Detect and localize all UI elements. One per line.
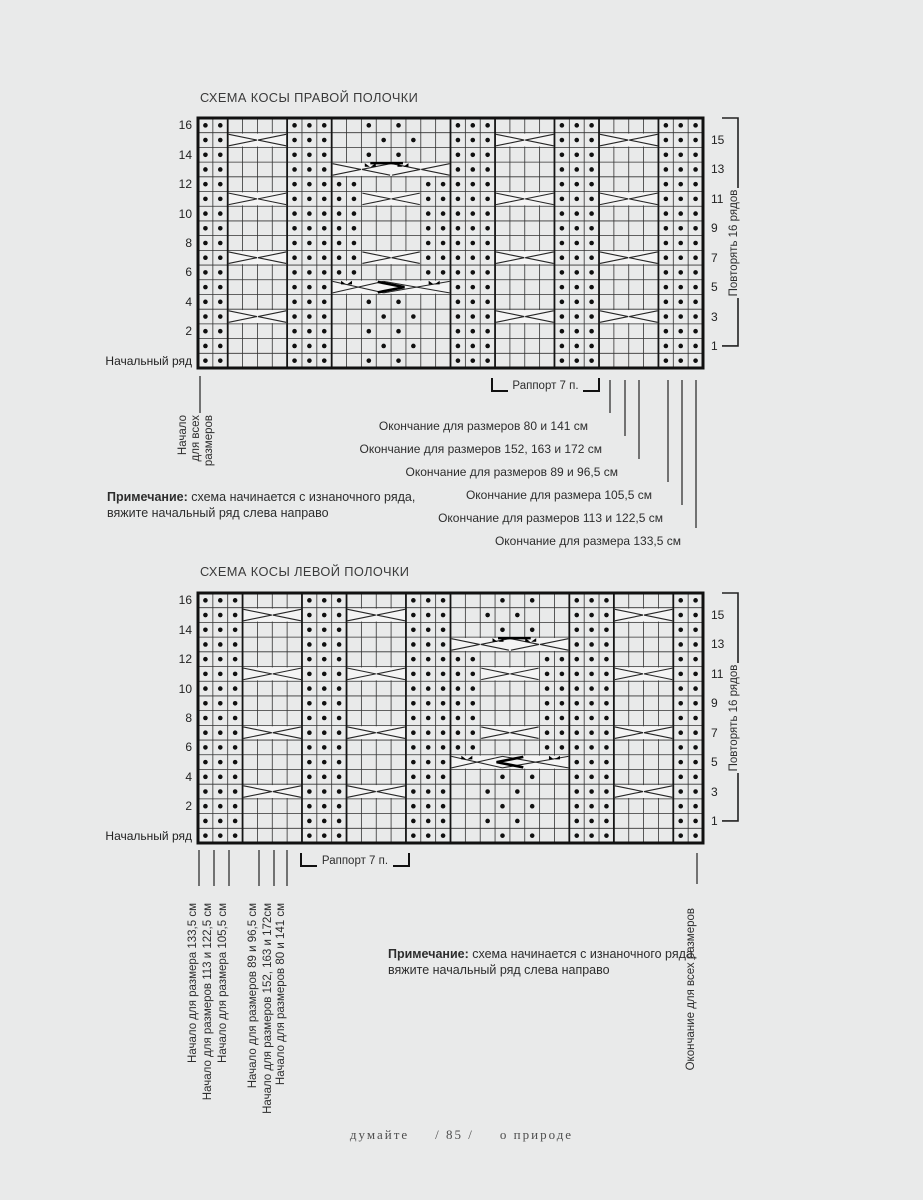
row-number-right: 3 xyxy=(711,784,718,799)
size-start-label: Начало для размеров 80 и 141 см xyxy=(275,903,287,1086)
row-number-right: 11 xyxy=(711,191,724,206)
row-number-right: 1 xyxy=(711,813,718,828)
note-label: Примечание: xyxy=(388,947,469,961)
row-number-left: 6 xyxy=(185,265,192,280)
row-number-right: 15 xyxy=(711,608,725,623)
page-footer xyxy=(0,1127,923,1143)
size-start-label: Начало для размера 105,5 см xyxy=(217,903,229,1063)
row-number-right: 13 xyxy=(711,637,725,652)
row-number-right: 7 xyxy=(711,250,718,265)
row-number-left: 4 xyxy=(185,769,192,784)
footer-right-text: о природе xyxy=(499,1127,574,1142)
row-number-left: 12 xyxy=(178,177,192,192)
start-all-sizes-line: размеров xyxy=(203,415,215,467)
repeat-rows-label: Повторять 16 рядов xyxy=(728,189,740,297)
chart-title-right-front: СХЕМА КОСЫ ПРАВОЙ ПОЛОЧКИ xyxy=(200,90,419,105)
initial-row-label: Начальный ряд xyxy=(105,353,192,368)
row-number-right: 5 xyxy=(711,755,718,770)
end-all-sizes-label: Окончание для всех размеров xyxy=(685,908,697,1071)
row-number-left: 16 xyxy=(178,118,192,133)
row-number-right: 11 xyxy=(711,666,724,681)
size-start-label: Начало для размера 133,5 см xyxy=(187,903,199,1063)
size-ending-label: Окончание для размеров 152, 163 и 172 см xyxy=(359,442,602,456)
start-all-sizes-label xyxy=(177,415,216,485)
row-number-right: 15 xyxy=(711,133,725,148)
row-number-right: 7 xyxy=(711,725,718,740)
size-ending-label: Окончание для размеров 89 и 96,5 см xyxy=(405,465,618,479)
note-left-front xyxy=(388,946,698,978)
size-start-label: Начало для размеров 152, 163 и 172см xyxy=(262,903,274,1114)
row-number-right: 3 xyxy=(711,309,718,324)
row-number-left: 8 xyxy=(185,711,192,725)
footer-left-text: думайте xyxy=(349,1127,410,1142)
note-label: Примечание: xyxy=(107,490,188,504)
row-number-left: 6 xyxy=(185,740,192,755)
start-all-sizes-line: для всех xyxy=(190,415,202,462)
row-number-left: 12 xyxy=(178,652,192,667)
size-ending-label: Окончание для размера 133,5 см xyxy=(494,534,681,548)
size-start-label: Начало для размеров 113 и 122,5 см xyxy=(202,903,214,1101)
repeat-rows-label: Повторять 16 рядов xyxy=(728,664,740,772)
row-number-left: 14 xyxy=(178,622,192,637)
chart-title-left-front: СХЕМА КОСЫ ЛЕВОЙ ПОЛОЧКИ xyxy=(200,564,410,579)
rapport-label: Раппорт 7 п. xyxy=(321,855,389,867)
size-start-label: Начало для размеров 89 и 96,5 см xyxy=(247,903,259,1089)
row-number-left: 2 xyxy=(185,799,192,814)
row-number-left: 2 xyxy=(185,324,192,339)
size-ending-label: Окончание для размеров 113 и 122,5 см xyxy=(438,511,663,525)
row-number-left: 8 xyxy=(185,236,192,250)
row-number-left: 16 xyxy=(178,593,192,608)
row-number-right: 13 xyxy=(711,162,725,177)
note-text-line1: схема начинается с изнаночного ряда, xyxy=(472,947,697,961)
row-number-left: 14 xyxy=(178,147,192,162)
note-text-line1: схема начинается с изнаночного ряда, xyxy=(191,490,416,504)
size-ending-label: Окончание для размера 105,5 см xyxy=(465,488,652,502)
row-number-left: 4 xyxy=(185,294,192,309)
row-number-left: 10 xyxy=(178,206,192,221)
note-text-line2: вяжите начальный ряд слева направо xyxy=(107,506,329,520)
footer-page-number: / 85 / xyxy=(435,1127,474,1142)
rapport-label: Раппорт 7 п. xyxy=(512,380,579,392)
initial-row-label: Начальный ряд xyxy=(105,828,192,843)
note-text-line2: вяжите начальный ряд слева направо xyxy=(388,963,610,977)
row-number-right: 1 xyxy=(711,338,718,353)
row-number-right: 5 xyxy=(711,280,718,295)
row-number-left: 10 xyxy=(178,681,192,696)
size-ending-label: Окончание для размеров 80 и 141 см xyxy=(378,419,588,433)
row-number-right: 9 xyxy=(711,221,718,236)
row-number-right: 9 xyxy=(711,696,718,711)
start-all-sizes-line: Начало xyxy=(177,415,189,456)
